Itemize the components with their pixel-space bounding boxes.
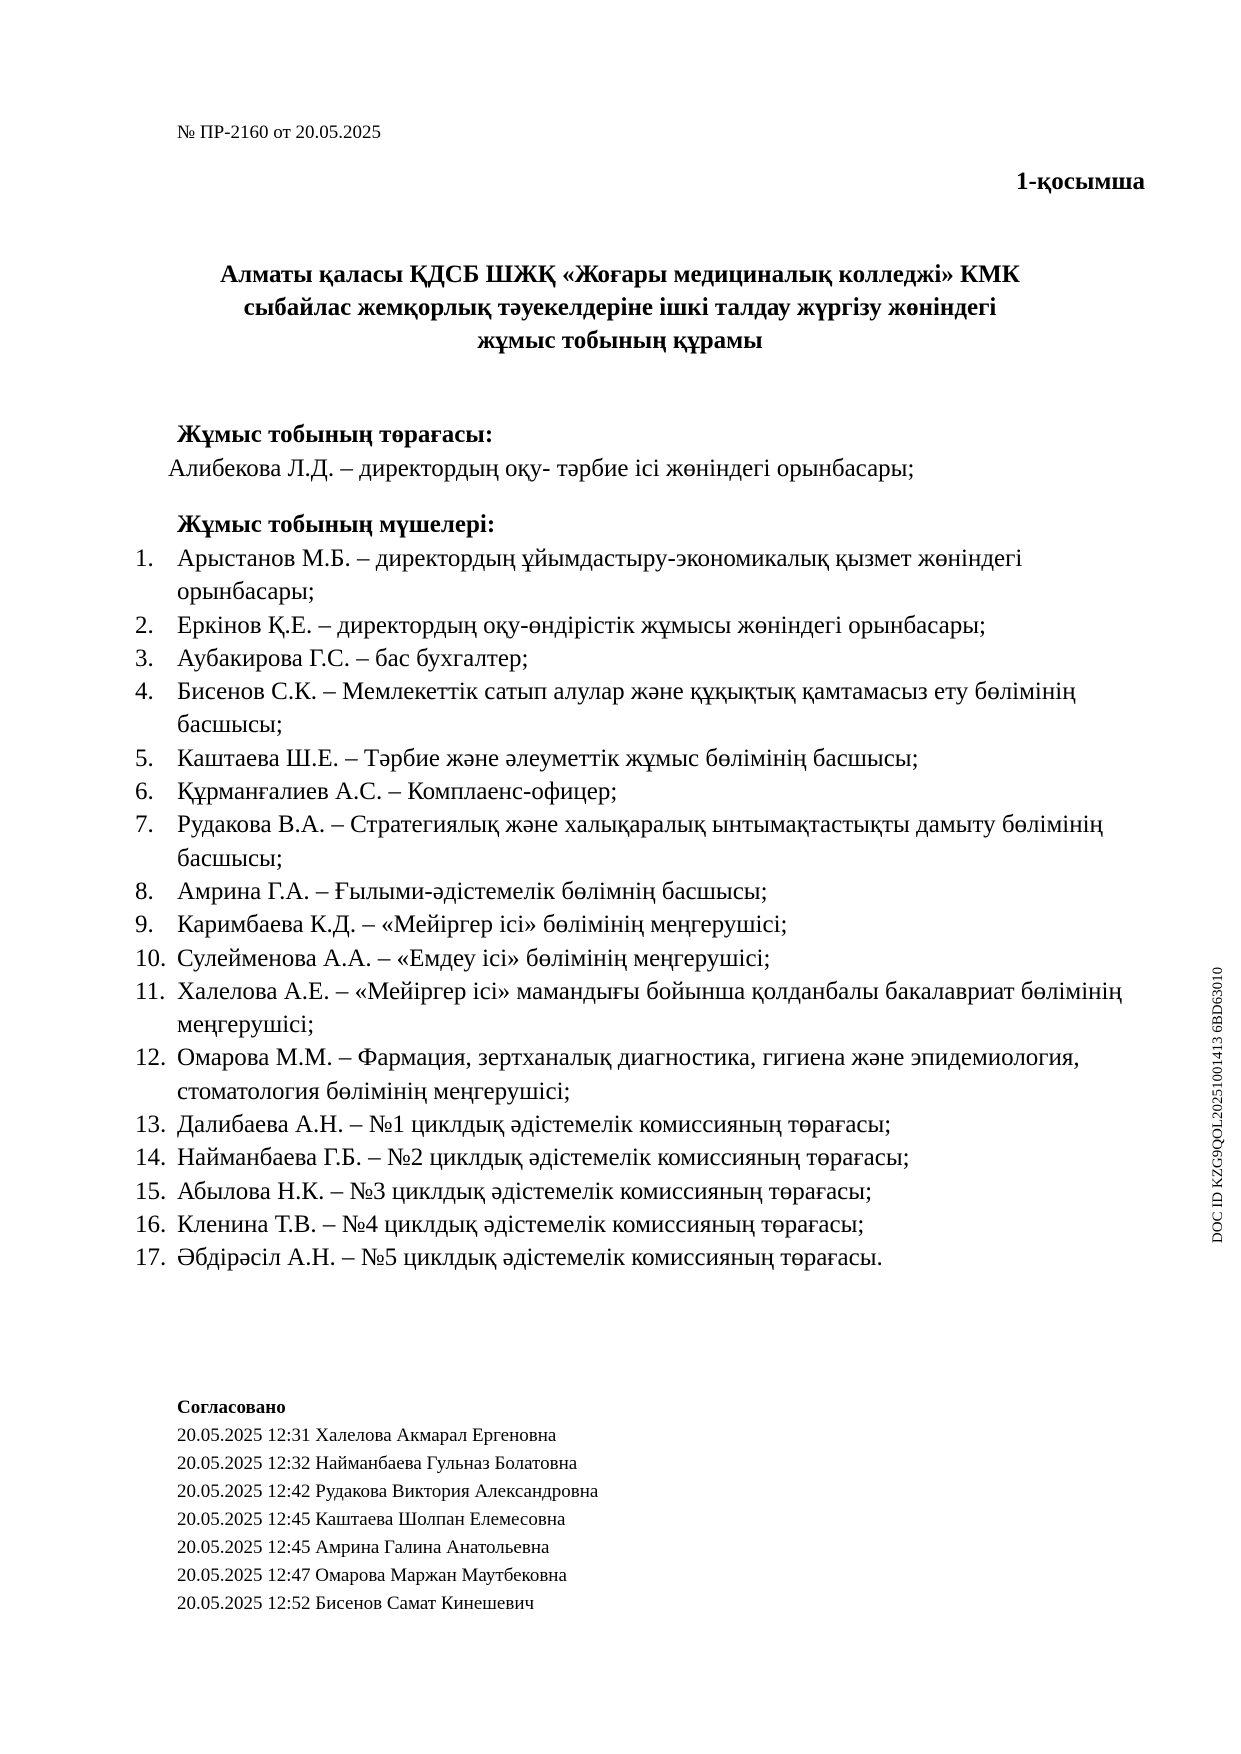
- member-number: 16.: [135, 1210, 167, 1238]
- member-item: [135, 808, 1145, 875]
- member-item: [135, 1208, 1145, 1241]
- member-text: Найманбаева Г.Б. – №2 циклдық әдістемелік комиссияның төрағасы;: [177, 1144, 910, 1172]
- member-text: Аубакирова Г.С. – бас бухгалтер;: [177, 644, 529, 672]
- member-item: [135, 908, 1145, 941]
- member-number: 10.: [135, 944, 167, 972]
- member-number: 15.: [135, 1177, 167, 1205]
- member-text: Құрманғалиев А.С. – Комплаенс-офицер;: [177, 778, 618, 806]
- member-item: [135, 1175, 1145, 1208]
- member-text: Сулейменова А.А. – «Емдеу ісі» бөлімінің меңгерушісі;: [177, 944, 771, 972]
- member-text: Каримбаева К.Д. – «Мейіргер ісі» бөлімінің меңгерушісі;: [177, 911, 788, 939]
- member-number: 1.: [135, 545, 154, 572]
- document-title: [155, 258, 1085, 357]
- member-number: 4.: [135, 678, 154, 706]
- member-number: 14.: [135, 1144, 167, 1172]
- member-number: 7.: [135, 811, 154, 839]
- member-item: [135, 609, 1145, 642]
- member-item: [135, 1241, 1145, 1274]
- member-text: Әбдірәсіл А.Н. – №5 циклдық әдістемелік комиссияның төрағасы.: [177, 1244, 883, 1272]
- document-number: № ПР-2160 от 20.05.2025: [177, 122, 382, 143]
- approvals-rows: [177, 1422, 598, 1618]
- title-line: Алматы қаласы ҚДСБ ШЖҚ «Жоғары медициналық колледжі» КМК: [220, 261, 1020, 288]
- member-item: [135, 975, 1145, 1042]
- member-item: [135, 1141, 1145, 1174]
- member-text: Халелова А.Е. – «Мейіргер ісі» мамандығы бойынша қолданбалы бакалавриат бөлімінің меңгерушісі;: [177, 977, 1122, 1039]
- member-item: [135, 542, 1145, 609]
- member-text: Омарова М.М. – Фармация, зертханалық диагностика, гигиена және эпидемиология, стоматология бөлімінің меңгерушісі;: [177, 1044, 1080, 1105]
- member-number: 17.: [135, 1244, 167, 1272]
- approval-row: 20.05.2025 12:31 Халелова Акмарал Ергеновна: [177, 1425, 557, 1446]
- member-item: [135, 1108, 1145, 1141]
- title-line: сыбайлас жемқорлық тәуекелдеріне ішкі талдау жүргізу жөніндегі: [243, 294, 997, 321]
- member-item: [135, 675, 1145, 742]
- appendix-label: 1-қосымша: [1016, 168, 1145, 195]
- member-number: 11.: [135, 977, 166, 1005]
- approval-row: 20.05.2025 12:32 Найманбаева Гульназ Болатовна: [177, 1453, 578, 1474]
- member-text: Еркінов Қ.Е. – директордың оқу-өндірістік жұмысы жөніндегі орынбасары;: [177, 611, 986, 639]
- member-text: Кленина Т.В. – №4 циклдық әдістемелік комиссияның төрағасы;: [177, 1210, 865, 1238]
- member-number: 13.: [135, 1111, 167, 1139]
- approvals-block: [177, 1394, 598, 1618]
- member-number: 5.: [135, 744, 154, 772]
- approval-row: 20.05.2025 12:42 Рудакова Виктория Александровна: [177, 1481, 599, 1502]
- member-item: [135, 742, 1145, 775]
- approval-row: 20.05.2025 12:45 Амрина Галина Анатольевна: [177, 1537, 550, 1558]
- member-number: 9.: [135, 911, 154, 939]
- approval-row: 20.05.2025 12:52 Бисенов Самат Кинешевич: [177, 1593, 535, 1614]
- member-text: Абылова Н.К. – №3 циклдық әдістемелік комиссияның төрағасы;: [177, 1177, 873, 1205]
- member-item: [135, 775, 1145, 808]
- member-number: 12.: [135, 1044, 167, 1072]
- member-item: [135, 642, 1145, 675]
- side-doc-id: DOC ID KZG9QOL20251001413 6BD63010: [1210, 966, 1226, 1244]
- approval-row: 20.05.2025 12:47 Омарова Маржан Маутбековна: [177, 1565, 567, 1586]
- approval-row: 20.05.2025 12:45 Каштаева Шолпан Елемесовна: [177, 1509, 566, 1530]
- member-item: [135, 1041, 1145, 1108]
- member-text: Бисенов С.К. – Мемлекеттік сатып алулар және құқықтық қамтамасыз ету бөлімінің басшысы;: [177, 678, 1076, 739]
- member-item: [135, 942, 1145, 975]
- member-text: Далибаева А.Н. – №1 циклдық әдістемелік комиссияның төрағасы;: [177, 1111, 892, 1139]
- chair-entry: Алибекова Л.Д. – директордың оқу- тәрбие ісі жөніндегі орынбасары;: [168, 455, 915, 482]
- member-text: Каштаева Ш.Е. – Тәрбие және әлеуметтік жұмыс бөлімінің басшысы;: [177, 744, 919, 772]
- member-number: 3.: [135, 644, 154, 672]
- members-heading: Жұмыс тобының мүшелері:: [177, 511, 496, 538]
- member-number: 2.: [135, 611, 154, 639]
- member-item: [135, 875, 1145, 908]
- members-list: [135, 542, 1145, 1275]
- approvals-heading: Согласовано: [177, 1397, 286, 1418]
- member-number: 6.: [135, 778, 154, 806]
- title-line: жұмыс тобының құрамы: [477, 327, 763, 354]
- member-text: Арыстанов М.Б. – директордың ұйымдастыру-экономикалық қызмет жөніндегі орынбасары;: [177, 545, 1023, 606]
- member-text: Амрина Г.А. – Ғылыми-әдістемелік бөлімнің басшысы;: [177, 877, 768, 905]
- member-text: Рудакова В.А. – Стратегиялық және халықаралық ынтымақтастықты дамыту бөлімінің басшысы;: [177, 811, 1103, 872]
- chair-heading: Жұмыс тобының төрағасы:: [177, 421, 494, 448]
- member-number: 8.: [135, 877, 154, 905]
